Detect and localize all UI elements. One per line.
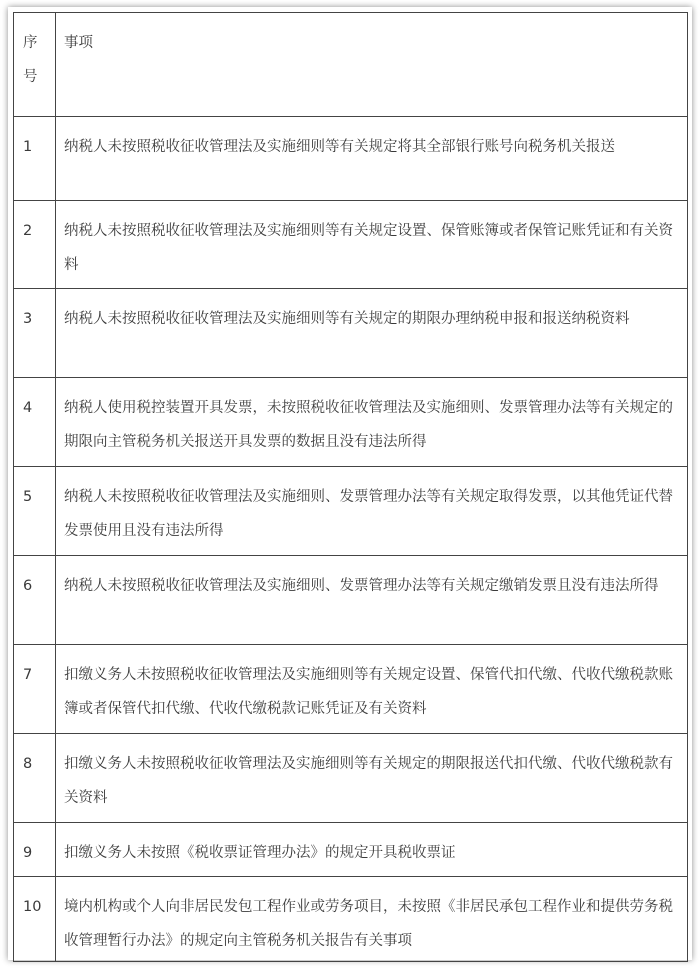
table-row — [14, 378, 688, 467]
row-item: 扣缴义务人未按照《税收票证管理办法》的规定开具税收票证 — [56, 823, 688, 877]
row-item: 纳税人使用税控装置开具发票，未按照税收征收管理法及实施细则、发票管理办法等有关规定的期限向主管税务机关报送开具发票的数据且没有违法所得 — [56, 378, 688, 467]
row-item: 纳税人未按照税收征收管理法及实施细则等有关规定的期限办理纳税申报和报送纳税资料 — [56, 289, 688, 378]
row-number: 5 — [14, 467, 56, 556]
row-item: 境内机构或个人向非居民发包工程作业或劳务项目，未按照《非居民承包工程作业和提供劳务税收管理暂行办法》的规定向主管税务机关报告有关事项 — [56, 877, 688, 962]
table-row — [14, 201, 688, 289]
row-number: 4 — [14, 378, 56, 467]
table-row — [14, 734, 688, 823]
row-number: 1 — [14, 117, 56, 201]
matters-table — [13, 12, 688, 962]
header-item: 事项 — [56, 13, 688, 117]
table-row — [14, 877, 688, 962]
row-number: 2 — [14, 201, 56, 289]
row-number: 6 — [14, 556, 56, 645]
table-header-row — [14, 13, 688, 117]
table-row — [14, 556, 688, 645]
table-row — [14, 823, 688, 877]
row-number: 3 — [14, 289, 56, 378]
row-number: 9 — [14, 823, 56, 877]
row-number: 8 — [14, 734, 56, 823]
document-frame — [8, 7, 692, 960]
table-row — [14, 289, 688, 378]
table-row — [14, 117, 688, 201]
header-number — [14, 13, 56, 117]
row-item: 扣缴义务人未按照税收征收管理法及实施细则等有关规定的期限报送代扣代缴、代收代缴税款有关资料 — [56, 734, 688, 823]
row-item: 纳税人未按照税收征收管理法及实施细则等有关规定设置、保管账簿或者保管记账凭证和有关资料 — [56, 201, 688, 289]
row-item: 纳税人未按照税收征收管理法及实施细则、发票管理办法等有关规定缴销发票且没有违法所得 — [56, 556, 688, 645]
row-number: 7 — [14, 645, 56, 734]
header-number-label: 序号 — [23, 35, 38, 85]
row-item: 扣缴义务人未按照税收征收管理法及实施细则等有关规定设置、保管代扣代缴、代收代缴税款账簿或者保管代扣代缴、代收代缴税款记账凭证及有关资料 — [56, 645, 688, 734]
table-row — [14, 645, 688, 734]
row-item: 纳税人未按照税收征收管理法及实施细则、发票管理办法等有关规定取得发票，以其他凭证代替发票使用且没有违法所得 — [56, 467, 688, 556]
row-number: 10 — [14, 877, 56, 962]
table-row — [14, 467, 688, 556]
row-item: 纳税人未按照税收征收管理法及实施细则等有关规定将其全部银行账号向税务机关报送 — [56, 117, 688, 201]
